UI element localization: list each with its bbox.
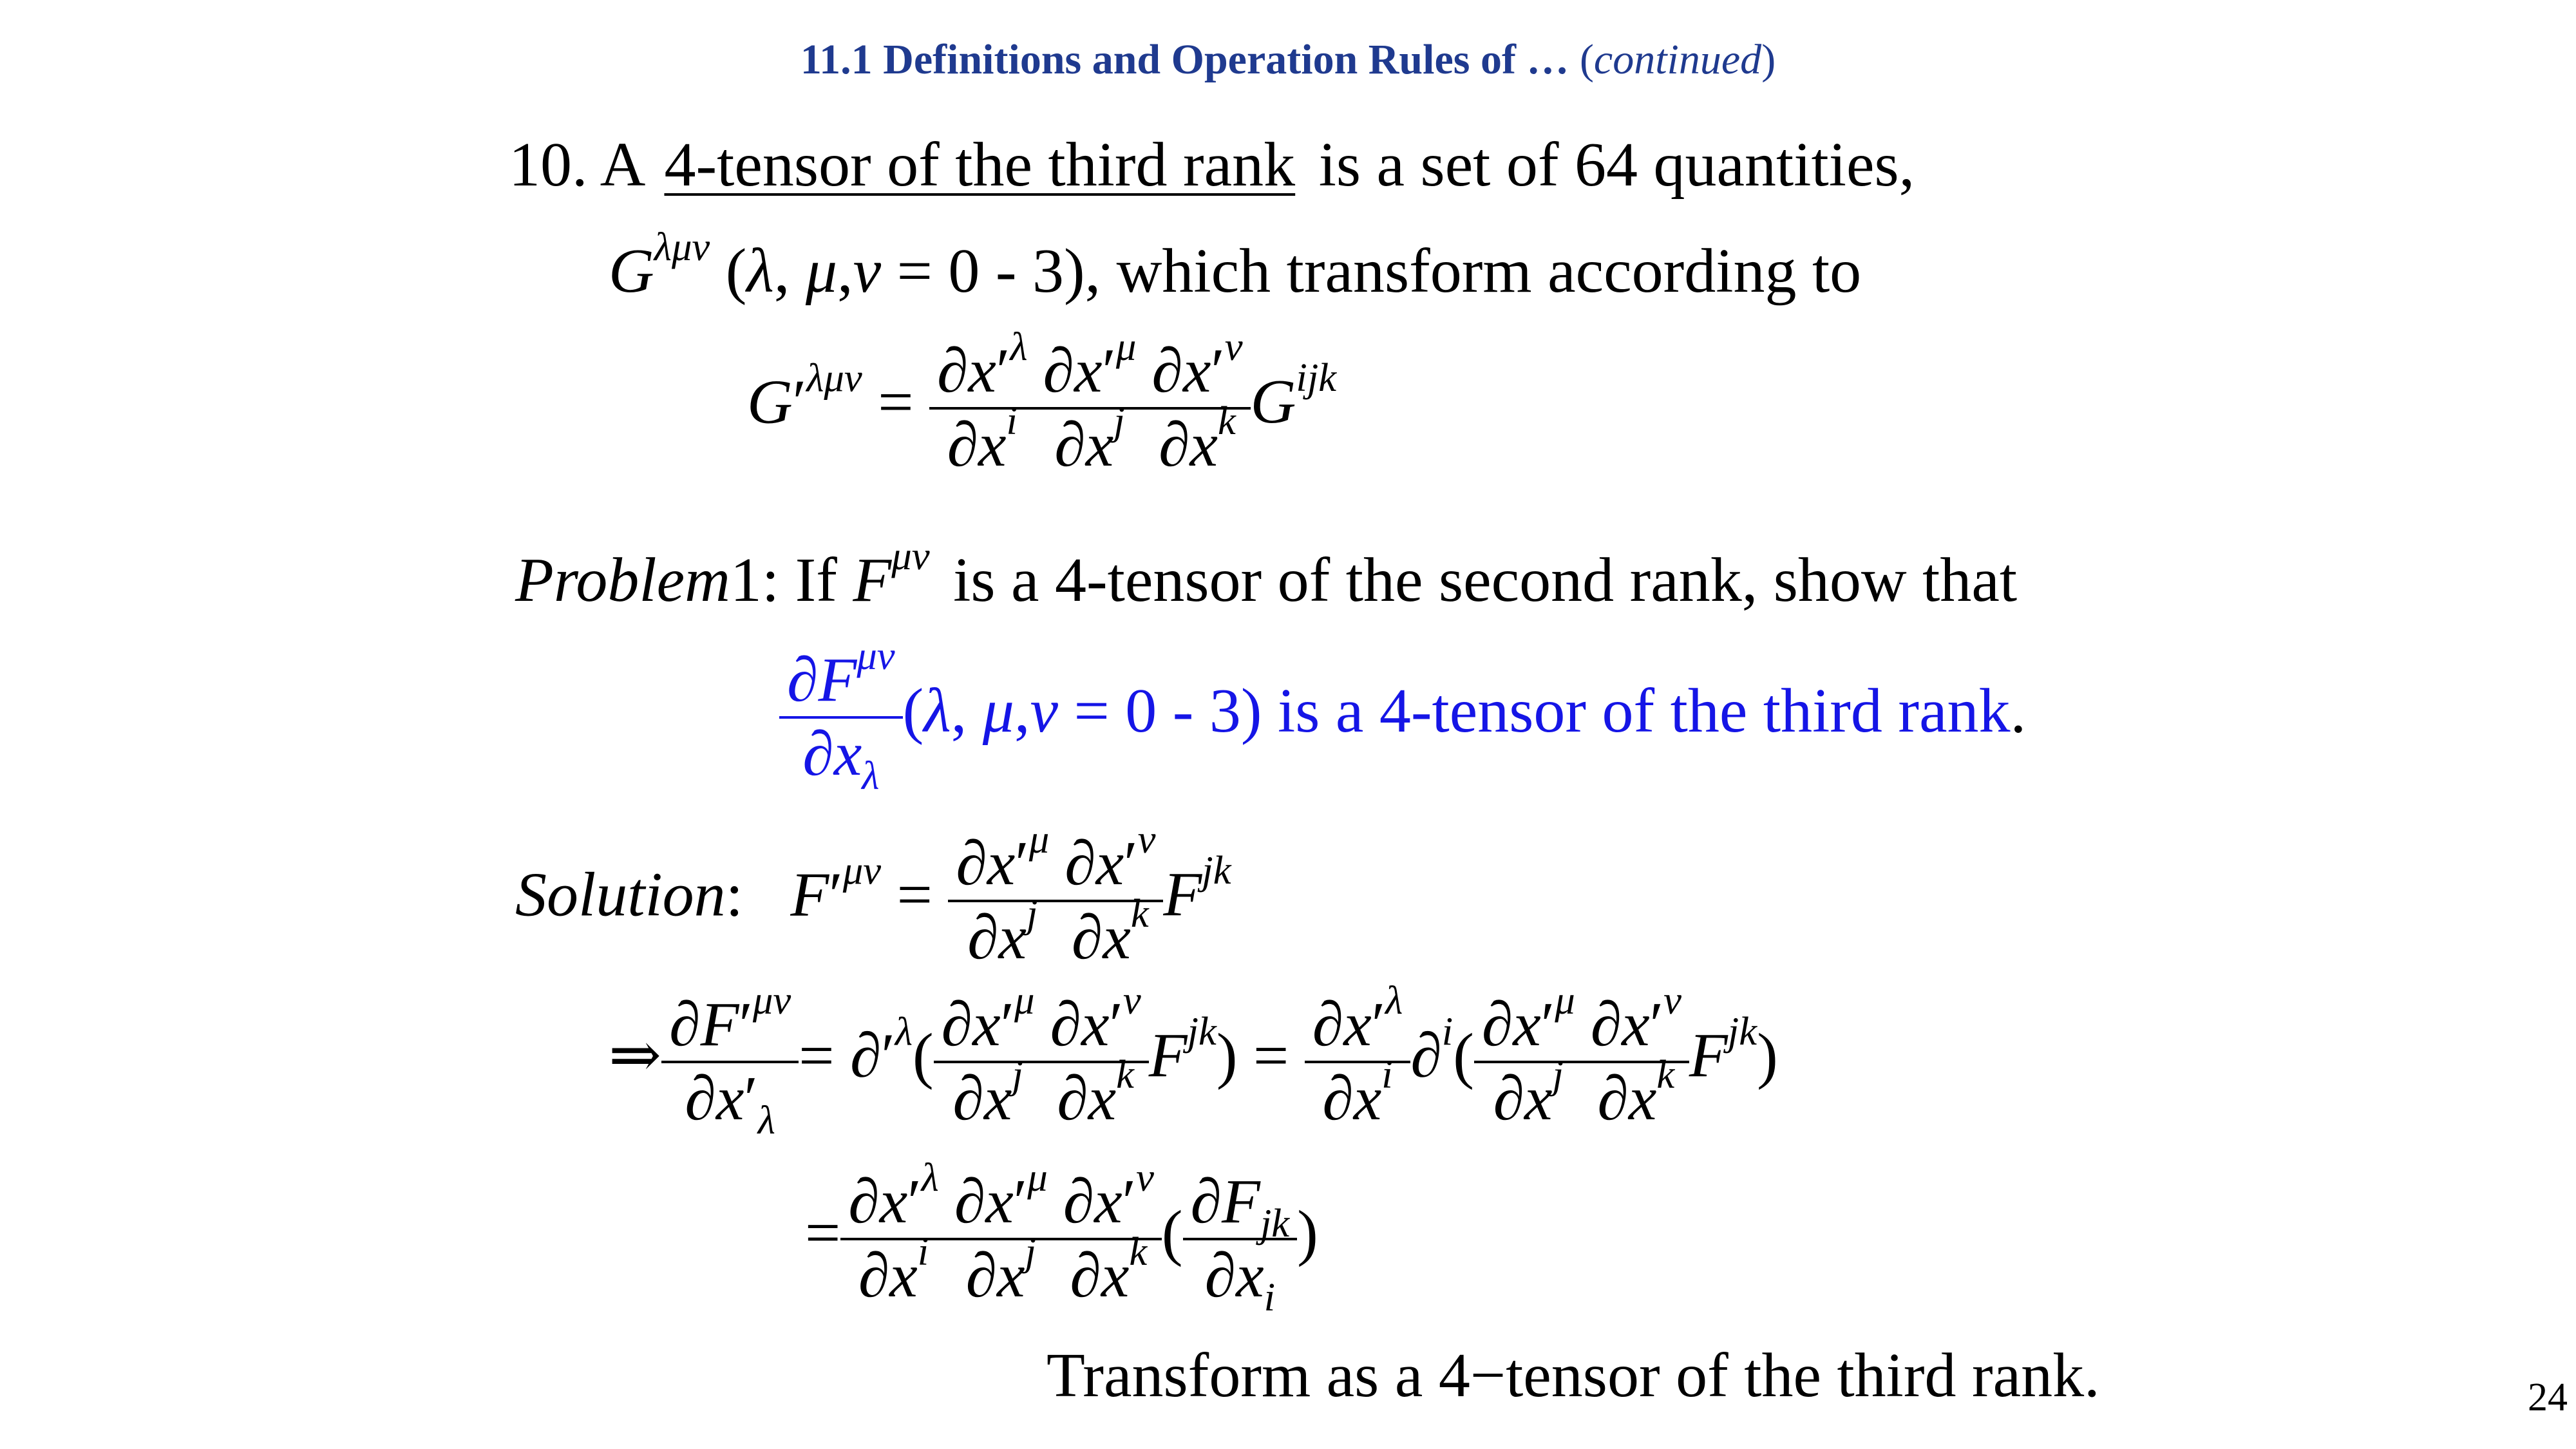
problem-period: . [2010, 676, 2027, 746]
slide-header: 11.1 Definitions and Operation Rules of … (continued) [800, 36, 1776, 83]
item-rest: is a set of 64 quantities, [1318, 130, 1915, 200]
conclusion-text: Transform as a 4−tensor of the third rank. [1046, 1341, 2100, 1410]
item-article: A [600, 130, 642, 200]
problem-line: Problem1: If $F^{\mu\nu}$ is a 4-tensor of the second rank, show that [515, 533, 2018, 615]
solution-label: Solution [515, 860, 726, 930]
problem-if: If [795, 545, 837, 615]
problem-text: is a 4-tensor of the second rank, show that [953, 545, 2018, 615]
transform-equation: $G'^{\lambda\mu\nu}$ = $\frac{\partial x'^\lambda}{\partial x^i}$ $\frac{\partial x'^\mu}{\partial x^j}$ $\frac{\partial x'^\nu}{\partial x^k}$ $G^{ijk}$ [747, 324, 1337, 480]
problem-statement-text: is a 4-tensor of the third rank [1277, 676, 2011, 746]
header-title: 11.1 Definitions and Operation Rules of … [800, 36, 1569, 83]
item-term: 4-tensor of the third rank [664, 130, 1296, 200]
header-continued: continued [1593, 36, 1762, 83]
problem-number: 1 [730, 545, 762, 615]
item-10-line2: $G^{\lambda\mu\nu}$ (λ, μ,ν = 0 - 3), which transform according to [609, 224, 1862, 306]
item-number: 10. [509, 130, 588, 200]
solution-line3: = $\frac{\partial x'^\lambda}{\partial x^i}$ $\frac{\partial x'^\mu}{\partial x^j}$ $\frac{\partial x'^\nu}{\partial x^k}$ ( $\partial F_{jk}$ $\partial x_i$ ) [805, 1155, 1318, 1320]
problem-label: Problem [515, 545, 730, 615]
solution-line1: Solution: $F'^{\mu\nu}$ = $\frac{\partial x'^\mu}{\partial x^j}$ $\frac{\partial x'^\nu}{\partial x^k}$ $F^{jk}$ [515, 817, 1231, 972]
item-10-line1 [509, 129, 1915, 201]
solution-line2: ⇒ $\frac{\partial F'^{\mu\nu}}{\partial x'_\lambda}$ = $\partial'^\lambda$( $\frac{\partial x'^\mu}{\partial x^j}$ $\frac{\partial x'^\nu}{\partial x^k}$ $F^{jk}$) = $\frac{\partial x'^\lambda}{\partial x^i}$ ∂$^i$( $\frac{\partial x'^\mu}{\partial x^j}$ $\frac{\partial x'^\nu}{\partial x^k}$ $F^{jk}$) [609, 978, 1778, 1142]
item-line2-tail: which transform according to [1116, 236, 1862, 306]
page-number: 24 [2528, 1376, 2568, 1419]
problem-statement: $\partial F^{\mu\nu}$ $\partial x_\lambda$ (λ, μ,ν = 0 - 3) is a 4-tensor of the third rank. [779, 647, 2026, 788]
